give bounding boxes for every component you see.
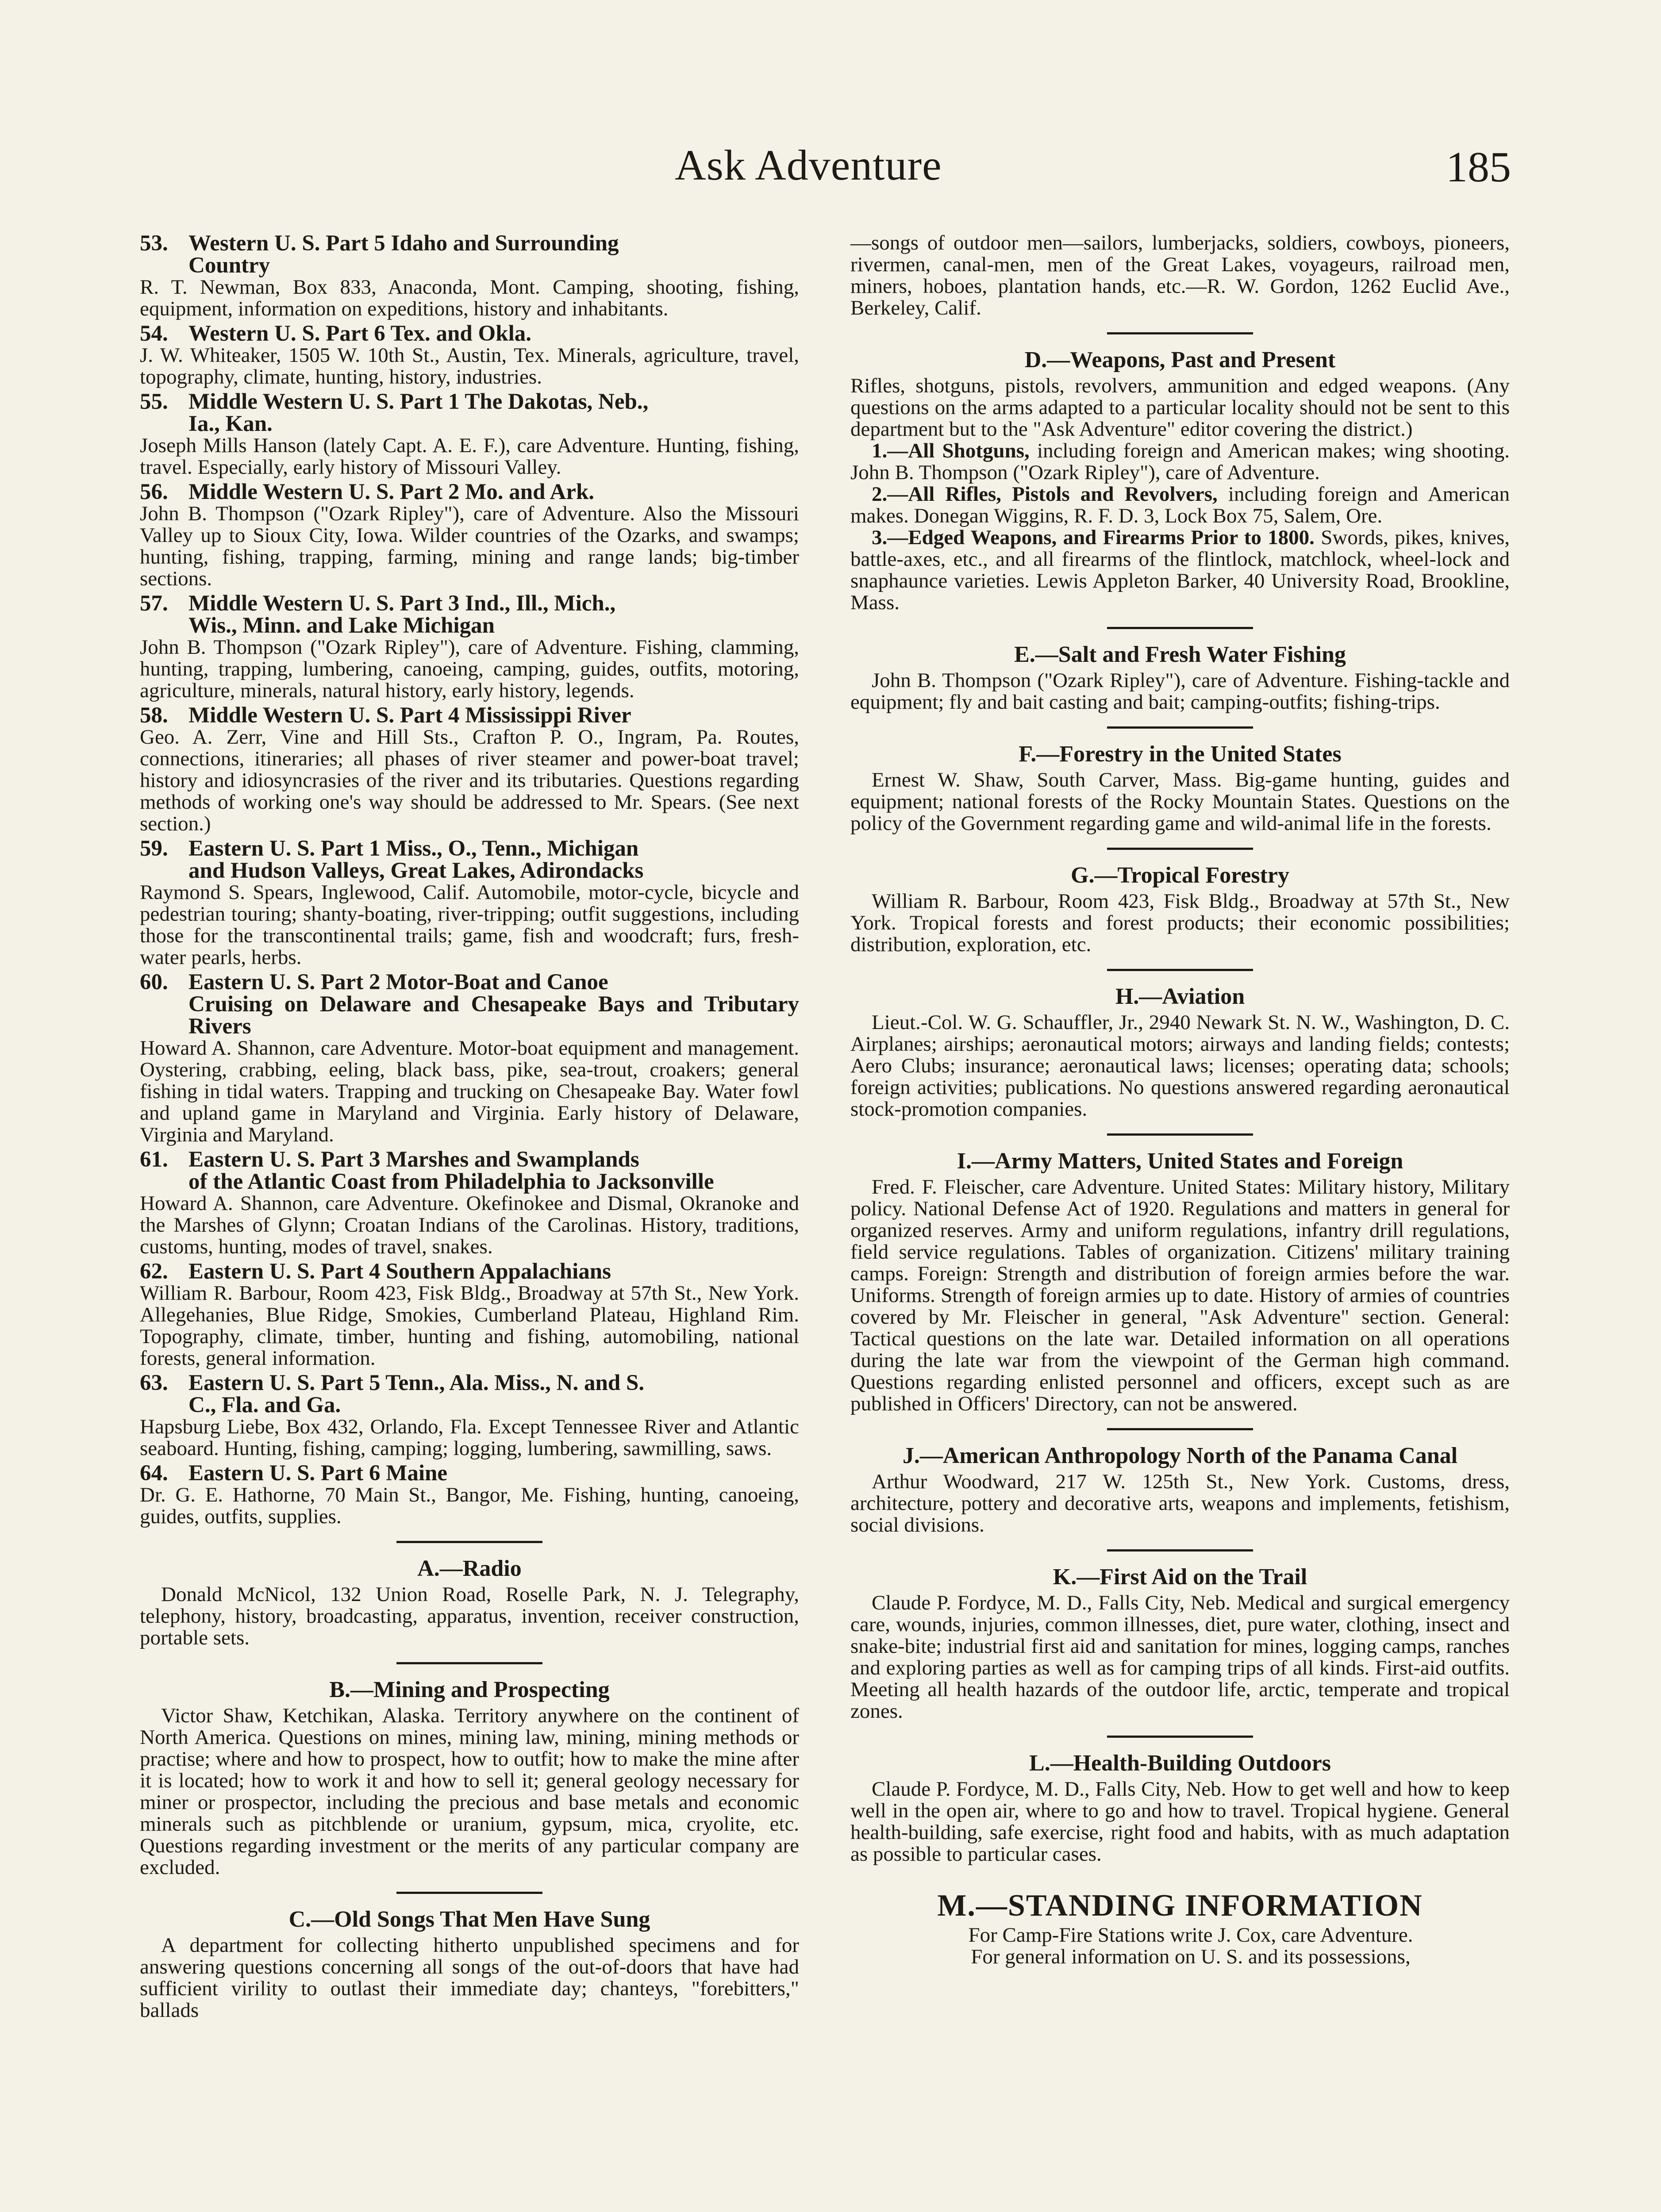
section-body: Arthur Woodward, 217 W. 125th St., New York. Customs, dress, architecture, pottery and decorative arts, weapons and implements, fetishism, social divisions.	[850, 1470, 1510, 1536]
page-number: 185	[1446, 143, 1511, 191]
section-body: William R. Barbour, Room 423, Fisk Bldg., Broadway at 57th St., New York. Tropical forests and forest products; their economic possibilities; distribution, exploration, etc.	[850, 890, 1510, 956]
section-title: E.—Salt and Fresh Water Fishing	[1014, 642, 1346, 667]
entry-list	[140, 232, 799, 1528]
right-column	[850, 232, 1510, 1968]
entry-title: Eastern U. S. Part 4 Southern Appalachians	[188, 1259, 611, 1284]
list-item	[140, 391, 799, 478]
weapons-item-head: 3.—Edged Weapons, and Firearms Prior to 1800.	[872, 526, 1315, 549]
left-column	[140, 232, 799, 2021]
left-section-list	[140, 1541, 799, 2021]
section-title: G.—Tropical Forestry	[1071, 863, 1289, 888]
standing-information	[850, 1887, 1510, 1968]
standing-title: M.—STANDING INFORMATION	[937, 1889, 1423, 1923]
entry-title-cont: Country	[188, 253, 270, 278]
section-body: Donald McNicol, 132 Union Road, Roselle Park, N. J. Telegraphy, telephony, history, broadcasting, apparatus, invention, receiver construction, portable sets.	[140, 1583, 799, 1649]
list-item	[140, 481, 799, 590]
standing-line-1: For Camp-Fire Stations write J. Cox, care Adventure.	[968, 1924, 1413, 1947]
entry-title: Middle Western U. S. Part 3 Ind., Ill., Mich.,	[188, 591, 616, 616]
divider	[396, 1662, 542, 1664]
list-item	[140, 592, 799, 702]
entry-heading	[140, 704, 799, 726]
list-item	[140, 1148, 799, 1258]
list-item	[140, 971, 799, 1146]
entry-body: Howard A. Shannon, care Adventure. Okefinokee and Dismal, Okranoke and the Marshes of Glynn; Croatan Indians of the Carolinas. History, traditions, customs, hunting, modes of travel, snakes.	[140, 1192, 799, 1258]
entry-body: Joseph Mills Hanson (lately Capt. A. E. F.), care Adventure. Hunting, fishing, travel. Especially, early history of Missouri Valley.	[140, 434, 799, 479]
weapons-item	[850, 440, 1510, 484]
divider	[396, 1541, 542, 1543]
weapons-item-body: including foreign and American makes; wing shooting. John B. Thompson ("Ozark Ripley"), care of Adventure.	[850, 439, 1510, 484]
entry-number: 59.	[140, 836, 168, 861]
entry-title-cont: Wis., Minn. and Lake Michigan	[188, 613, 495, 638]
entry-heading	[140, 1372, 799, 1416]
weapons-item-head: 2.—All Rifles, Pistols and Revolvers,	[872, 483, 1218, 506]
entry-title-cont: Cruising on Delaware and Chesapeake Bays and Tributary Rivers	[188, 992, 799, 1039]
entry-number: 60.	[140, 970, 168, 995]
entry-title-cont: Ia., Kan.	[188, 411, 273, 436]
section-title: H.—Aviation	[1115, 984, 1245, 1009]
list-item	[140, 704, 799, 835]
section-body: Claude P. Fordyce, M. D., Falls City, Neb. How to get well and how to keep well in the open air, where to go and how to travel. Tropical hygiene. General health-building, safe exercise, right food and habits, with as much adaptation as possible to particular cases.	[850, 1778, 1510, 1866]
entry-number: 54.	[140, 321, 168, 346]
section-title: I.—Army Matters, United States and Foreign	[957, 1148, 1403, 1174]
entry-body: John B. Thompson ("Ozark Ripley"), care of Adventure. Also the Missouri Valley up to Sioux City, Iowa. Wilder countries of the Ozarks, and swamps; hunting, fishing, trapping, farming, mining and range lands; big-timber sections.	[140, 502, 799, 590]
list-item	[140, 1260, 799, 1369]
divider	[1107, 726, 1253, 729]
weapons-item	[850, 484, 1510, 527]
section-title: C.—Old Songs That Men Have Sung	[288, 1907, 650, 1932]
entry-title: Eastern U. S. Part 5 Tenn., Ala. Miss., N. and S.	[188, 1371, 645, 1395]
section-body: A department for collecting hitherto unpublished specimens and for answering questions concerning all songs of the out-of-doors that have had sufficient virility to outlast their immediate day; chanteys, "forebitters," ballads	[140, 1934, 799, 2022]
entry-body: William R. Barbour, Room 423, Fisk Bldg., Broadway at 57th St., New York. Allegehanies, Blue Ridge, Smokies, Cumberland Plateau, Highland Rim. Topography, climate, timber, hunting and fishing, automobiling, national forests, general information.	[140, 1282, 799, 1370]
entry-heading	[140, 592, 799, 637]
section-title: K.—First Aid on the Trail	[1053, 1564, 1307, 1590]
entry-number: 55.	[140, 389, 168, 414]
entry-body: John B. Thompson ("Ozark Ripley"), care of Adventure. Fishing, clamming, hunting, trapping, lumbering, canoeing, camping, guides, outfits, motoring, agriculture, minerals, natural history, early history, legends.	[140, 636, 799, 702]
entry-number: 53.	[140, 231, 168, 256]
section-title: F.—Forestry in the United States	[1019, 741, 1342, 767]
section-title: D.—Weapons, Past and Present	[1024, 347, 1336, 373]
entry-heading	[140, 391, 799, 435]
section-title: L.—Health-Building Outdoors	[1029, 1751, 1331, 1776]
running-head: Ask Adventure	[675, 142, 942, 189]
entry-body: Hapsburg Liebe, Box 432, Orlando, Fla. Except Tennessee River and Atlantic seaboard. Hunting, fishing, camping; logging, lumbering, sawmilling, saws.	[140, 1415, 799, 1460]
section-body: John B. Thompson ("Ozark Ripley"), care of Adventure. Fishing-tackle and equipment; fly and bait casting and bait; camping-outfits; fishing-trips.	[850, 669, 1510, 714]
standing-line-2: For general information on U. S. and its possessions,	[971, 1945, 1411, 1968]
entry-number: 64.	[140, 1461, 168, 1486]
entry-title: Middle Western U. S. Part 4 Mississippi River	[188, 703, 631, 728]
entry-title: Middle Western U. S. Part 2 Mo. and Ark.	[188, 480, 595, 504]
divider	[1107, 1736, 1253, 1738]
entry-body: Geo. A. Zerr, Vine and Hill Sts., Crafton P. O., Ingram, Pa. Routes, connections, itineraries; all phases of river steamer and power-boat travel; history and idiosyncrasies of the river and its tributaries. Questions regarding methods of working one's way should be addressed to Mr. Spears. (See next section.)	[140, 726, 799, 835]
list-item	[140, 232, 799, 320]
divider	[1107, 1133, 1253, 1136]
section-intro: Rifles, shotguns, pistols, revolvers, ammunition and edged weapons. (Any questions on the arms adapted to a particular locality should not be sent to this department but to the "Ask Adventure" editor covering the district.)	[850, 374, 1510, 441]
weapons-item-head: 1.—All Shotguns,	[872, 439, 1030, 462]
entry-heading	[140, 323, 799, 345]
entry-title: Eastern U. S. Part 6 Maine	[188, 1461, 448, 1486]
entry-body: Dr. G. E. Hathorne, 70 Main St., Bangor, Me. Fishing, hunting, canoeing, guides, outfits, supplies.	[140, 1483, 799, 1528]
entry-title-cont: C., Fla. and Ga.	[188, 1393, 341, 1417]
continuation-text: —songs of outdoor men—sailors, lumberjacks, soldiers, cowboys, pioneers, rivermen, canal-men, men of the Great Lakes, voyageurs, railroad men, miners, hoboes, plantation hands, etc.—R. W. Gordon, 1262 Euclid Ave., Berkeley, Calif.	[850, 231, 1510, 319]
entry-title: Western U. S. Part 6 Tex. and Okla.	[188, 321, 531, 346]
entry-number: 63.	[140, 1371, 168, 1395]
entry-title-cont: of the Atlantic Coast from Philadelphia to Jacksonville	[188, 1169, 714, 1194]
entry-heading	[140, 1462, 799, 1484]
entry-body: Raymond S. Spears, Inglewood, Calif. Automobile, motor-cycle, bicycle and pedestrian touring; shanty-boating, river-tripping; outfit suggestions, including those for the transcontinental trails; game, fish and woodcraft; furs, fresh-water pearls, herbs.	[140, 881, 799, 969]
section-title: B.—Mining and Prospecting	[329, 1677, 610, 1702]
entry-body: Howard A. Shannon, care Adventure. Motor-boat equipment and management. Oystering, crabbing, eeling, black bass, pike, sea-trout, croakers; general fishing in tidal waters. Trapping and trucking on Chesapeake Bay. Water fowl and upland game in Maryland and Virginia. Early history of Delaware, Virginia and Maryland.	[140, 1037, 799, 1146]
entry-number: 61.	[140, 1147, 168, 1172]
entry-number: 58.	[140, 703, 168, 728]
divider	[1107, 332, 1253, 334]
weapons-section	[850, 348, 1510, 614]
entry-heading	[140, 837, 799, 882]
entry-body: J. W. Whiteaker, 1505 W. 10th St., Austin, Tex. Minerals, agriculture, travel, topography, climate, hunting, history, industries.	[140, 344, 799, 388]
list-item	[140, 1372, 799, 1459]
entry-title: Western U. S. Part 5 Idaho and Surrounding	[188, 231, 619, 256]
entry-heading	[140, 481, 799, 503]
list-item	[140, 837, 799, 968]
entry-heading	[140, 971, 799, 1037]
entry-title: Eastern U. S. Part 3 Marshes and Swamplands	[188, 1147, 639, 1172]
weapons-item-body: including foreign and American makes. Donegan Wiggins, R. F. D. 3, Lock Box 75, Salem, Ore.	[850, 483, 1510, 527]
list-item	[140, 323, 799, 388]
right-section-list	[850, 627, 1510, 1865]
section-body: Lieut.-Col. W. G. Schauffler, Jr., 2940 Newark St. N. W., Washington, D. C. Airplanes; airships; aeronautical motors; airways and landing fields; contests; Aero Clubs; insurance; aeronautical laws; licenses; operating data; schools; foreign activities; publications. No questions answered regarding aeronautical stock-promotion companies.	[850, 1011, 1510, 1121]
entry-heading	[140, 1260, 799, 1283]
divider	[1107, 627, 1253, 629]
divider	[1107, 969, 1253, 971]
weapons-item-body: Swords, pikes, knives, battle-axes, etc., and all firearms of the flintlock, matchlock, wheel-lock and snaphaunce varieties. Lewis Appleton Barker, 40 University Road, Brookline, Mass.	[850, 526, 1510, 614]
section-title: J.—American Anthropology North of the Panama Canal	[902, 1443, 1458, 1468]
divider	[1107, 1428, 1253, 1430]
entry-body: R. T. Newman, Box 833, Anaconda, Mont. Camping, shooting, fishing, equipment, information on expeditions, history and inhabitants.	[140, 276, 799, 320]
entry-heading	[140, 1148, 799, 1193]
section-body: Victor Shaw, Ketchikan, Alaska. Territory anywhere on the continent of North America. Questions on mines, mining law, mining, mining methods or practise; where and how to prospect, how to outfit; how to make the mine after it is located; how to work it and how to sell it; general geology necessary for miner or prospector, including the precious and base metals and economic minerals such as pitchblende or uranium, gypsum, mica, cryolite, etc. Questions regarding investment or the merits of any particular company are excluded.	[140, 1704, 799, 1879]
section-body: Fred. F. Fleischer, care Adventure. United States: Military history, Military policy. National Defense Act of 1920. Regulations and matters in general for organized reserves. Army and uniform regulations, infantry drill regulations, field service regulations. Tables of organization. Citizens' military training camps. Foreign: Strength and distribution of foreign armies before the war. Uniforms. Strength of foreign armies up to date. History of armies of countries covered by Mr. Fleischer in general, "Ask Adventure" section. General: Tactical questions on the late war. Detailed information on all operations during the late war from the viewpoint of the German high command. Questions regarding enlisted personnel and officers, except such as are published in Officers' Directory, can not be answered.	[850, 1175, 1510, 1415]
entry-heading	[140, 232, 799, 276]
entry-number: 56.	[140, 480, 168, 504]
section-body: Ernest W. Shaw, South Carver, Mass. Big-game hunting, guides and equipment; national forests of the Rocky Mountain States. Questions on the policy of the Government regarding game and wild-animal life in the forests.	[850, 768, 1510, 835]
divider	[1107, 1549, 1253, 1551]
entry-number: 57.	[140, 591, 168, 616]
entry-title-cont: and Hudson Valleys, Great Lakes, Adirondacks	[188, 858, 644, 883]
weapons-items	[850, 440, 1510, 614]
entry-title: Middle Western U. S. Part 1 The Dakotas, Neb.,	[188, 389, 649, 414]
divider	[396, 1892, 542, 1894]
entry-number: 62.	[140, 1259, 168, 1284]
entry-title: Eastern U. S. Part 2 Motor-Boat and Canoe	[188, 970, 608, 995]
entry-title: Eastern U. S. Part 1 Miss., O., Tenn., Michigan	[188, 836, 639, 861]
list-item	[140, 1462, 799, 1528]
section-body: Claude P. Fordyce, M. D., Falls City, Neb. Medical and surgical emergency care, wounds, injuries, common illnesses, diet, pure water, clothing, insect and snake-bite; industrial first aid and sanitation for mines, logging camps, ranches and exploring parties as well as for camping trips of all kinds. First-aid outfits. Meeting all health hazards of the outdoor life, arctic, temperate and tropical zones.	[850, 1591, 1510, 1723]
divider	[1107, 848, 1253, 850]
section-title: A.—Radio	[417, 1556, 522, 1581]
weapons-item	[850, 527, 1510, 614]
